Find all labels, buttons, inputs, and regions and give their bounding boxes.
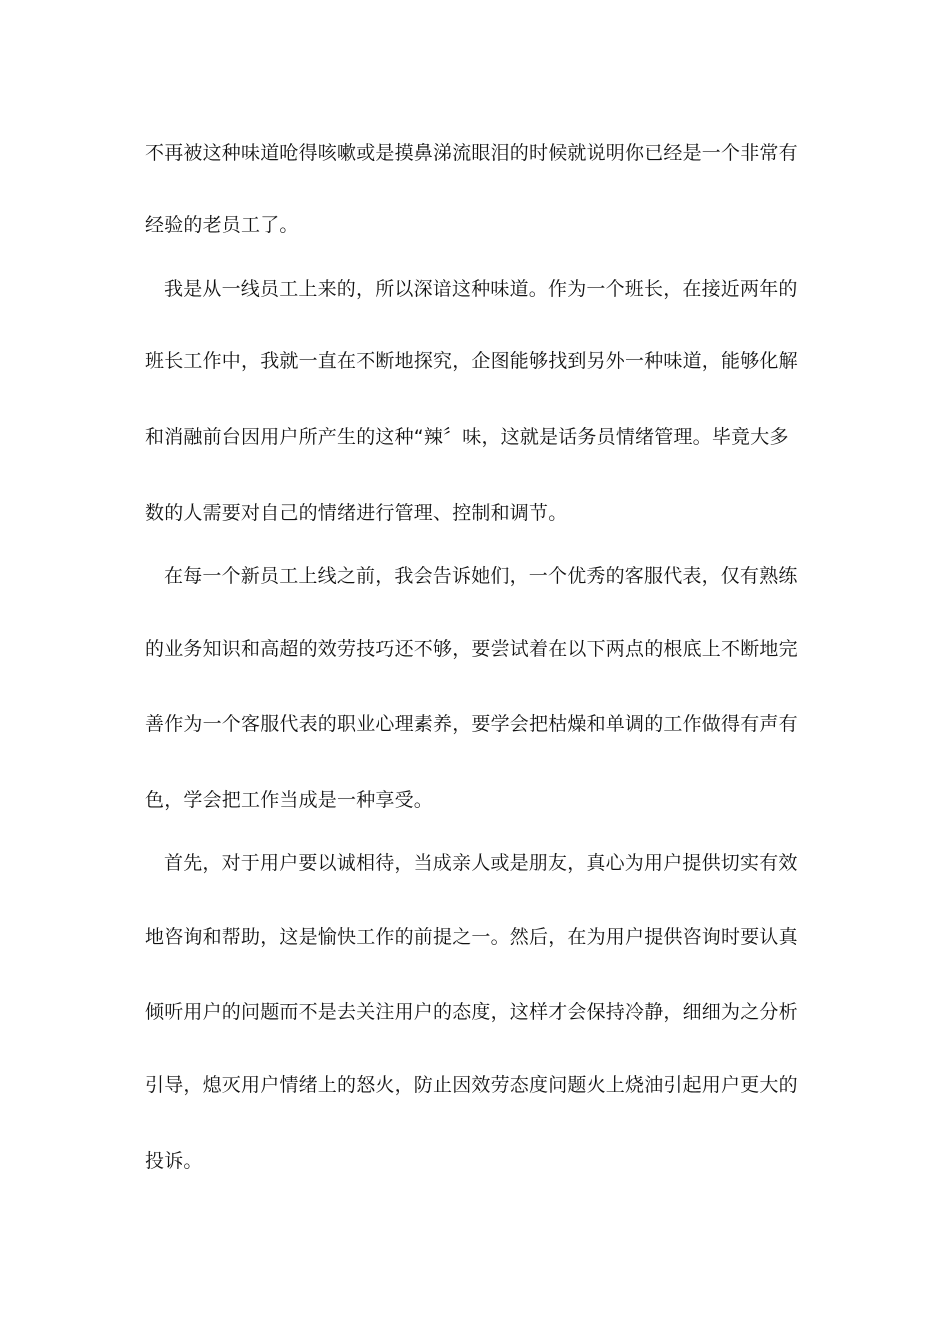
paragraph-line: 班长工作中，我就一直在不断地探究，企图能够找到另外一种味道，能够化解 (145, 350, 798, 372)
paragraph-line: 经验的老员工了。 (145, 214, 299, 236)
paragraph-line: 投诉。 (145, 1150, 203, 1172)
paragraph-line: 引导，熄灭用户情绪上的怒火，防止因效劳态度问题火上烧油引起用户更大的 (145, 1074, 798, 1096)
paragraph-line: 的业务知识和高超的效劳技巧还不够，要尝试着在以下两点的根底上不断地完 (145, 638, 798, 660)
paragraph-line: 色，学会把工作当成是一种享受。 (145, 789, 434, 811)
paragraph-line: 不再被这种味道呛得咳嗽或是摸鼻涕流眼泪的时候就说明你已经是一个非常有 (145, 142, 798, 164)
paragraph-line: 我是从一线员工上来的，所以深谙这种味道。作为一个班长，在接近两年的 (164, 278, 798, 300)
paragraph-line: 倾听用户的问题而不是去关注用户的态度，这样才会保持冷静，细细为之分析 (145, 1001, 798, 1023)
paragraph-line: 地咨询和帮助，这是愉快工作的前提之一。然后，在为用户提供咨询时要认真 (145, 926, 798, 948)
paragraph-line: 和消融前台因用户所产生的这种“辣〞味，这就是话务员情绪管理。毕竟大多 (145, 426, 789, 448)
paragraph-line: 在每一个新员工上线之前，我会告诉她们，一个优秀的客服代表，仅有熟练 (164, 565, 798, 587)
paragraph-line: 善作为一个客服代表的职业心理素养，要学会把枯燥和单调的工作做得有声有 (145, 713, 798, 735)
paragraph-line: 数的人需要对自己的情绪进行管理、控制和调节。 (145, 502, 568, 524)
paragraph-line: 首先，对于用户要以诚相待，当成亲人或是朋友，真心为用户提供切实有效 (164, 852, 798, 874)
